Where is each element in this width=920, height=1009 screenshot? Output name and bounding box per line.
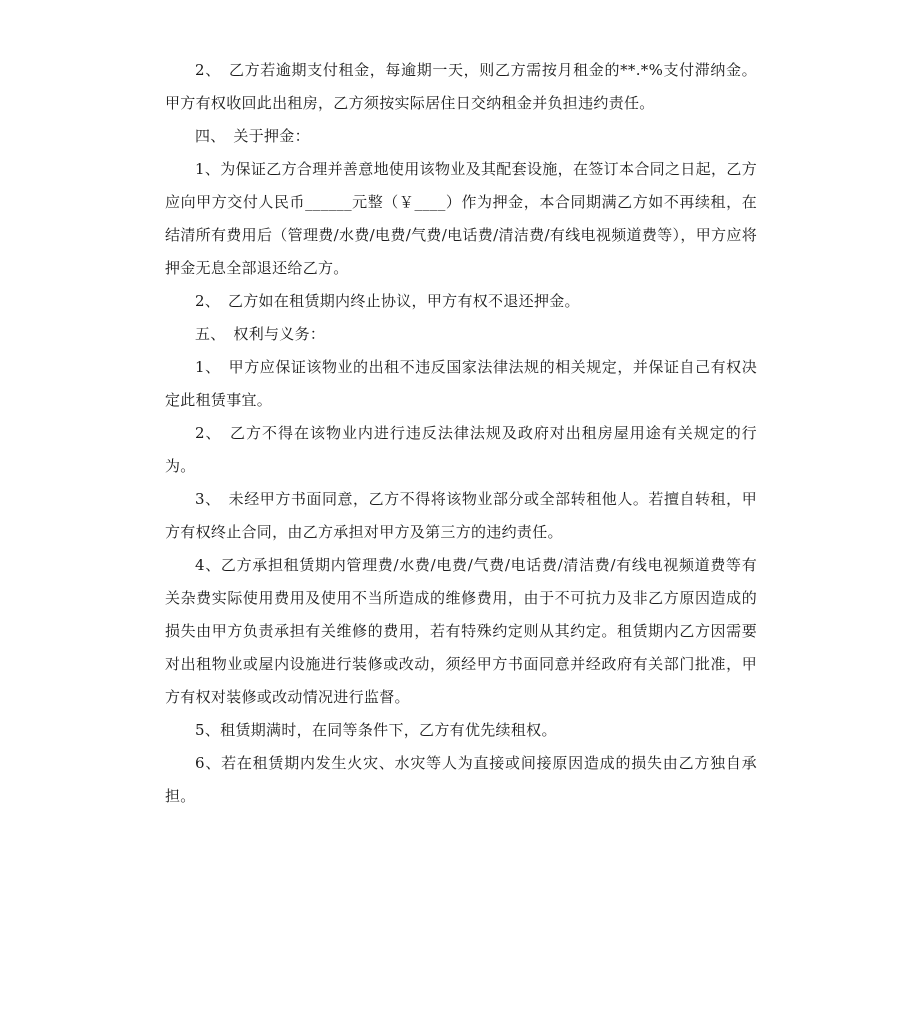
- clause-4-2-deposit-forfeit: 2、 乙方如在租赁期内终止协议，甲方有权不退还押金。: [195, 292, 580, 310]
- clause-5-3-subletting: 3、 未经甲方书面同意，乙方不得将该物业部分或全部转租他人。若擅自转租，甲方有权终止合同，由乙方承担对甲方及第三方的违约责任。: [165, 490, 757, 541]
- clause-5-1-landlord-guarantee: 1、 甲方应保证该物业的出租不违反国家法律法规的相关规定，并保证自己有权决定此租赁事宜。: [165, 358, 757, 409]
- clause-5-4-fees-repairs: 4、乙方承担租赁期内管理费/水费/电费/气费/电话费/清洁费/有线电视频道费等有关杂费实际使用费用及使用不当所造成的维修费用，由于不可抗力及非乙方原因造成的损失由甲方负责承担有关维修的费用，若有特殊约定则从其约定。租赁期内乙方因需要对出租物业或屋内设施进行装修或改动，须经甲方书面同意并经政府有关部门批准，甲方有权对装修或改动情况进行监督。: [165, 556, 757, 706]
- clause-5-5-renewal-priority: 5、租赁期满时，在同等条件下，乙方有优先续租权。: [195, 721, 557, 739]
- clause-5-6-disaster-liability: 6、若在租赁期内发生火灾、水灾等人为直接或间接原因造成的损失由乙方独自承担。: [165, 754, 757, 805]
- section-heading-rights-obligations: 五、 权利与义务：: [195, 325, 326, 343]
- document-body: [165, 54, 757, 813]
- clause-5-2-tenant-compliance: 2、 乙方不得在该物业内进行违反法律法规及政府对出租房屋用途有关规定的行为。: [165, 424, 757, 475]
- clause-4-1-deposit-amount: 1、为保证乙方合理并善意地使用该物业及其配套设施，在签订本合同之日起，乙方应向甲方交付人民币______元整（￥____）作为押金，本合同期满乙方如不再续租，在结清所有费用后（管理费/水费/电费/气费/电话费/清洁费/有线电视频道费等），甲方应将押金无息全部退还给乙方。: [165, 160, 757, 277]
- section-heading-deposit: 四、 关于押金：: [195, 127, 310, 145]
- clause-3-2-late-payment: 2、 乙方若逾期支付租金，每逾期一天，则乙方需按月租金的**.*%支付滞纳金。甲方有权收回此出租房，乙方须按实际居住日交纳租金并负担违约责任。: [165, 61, 757, 112]
